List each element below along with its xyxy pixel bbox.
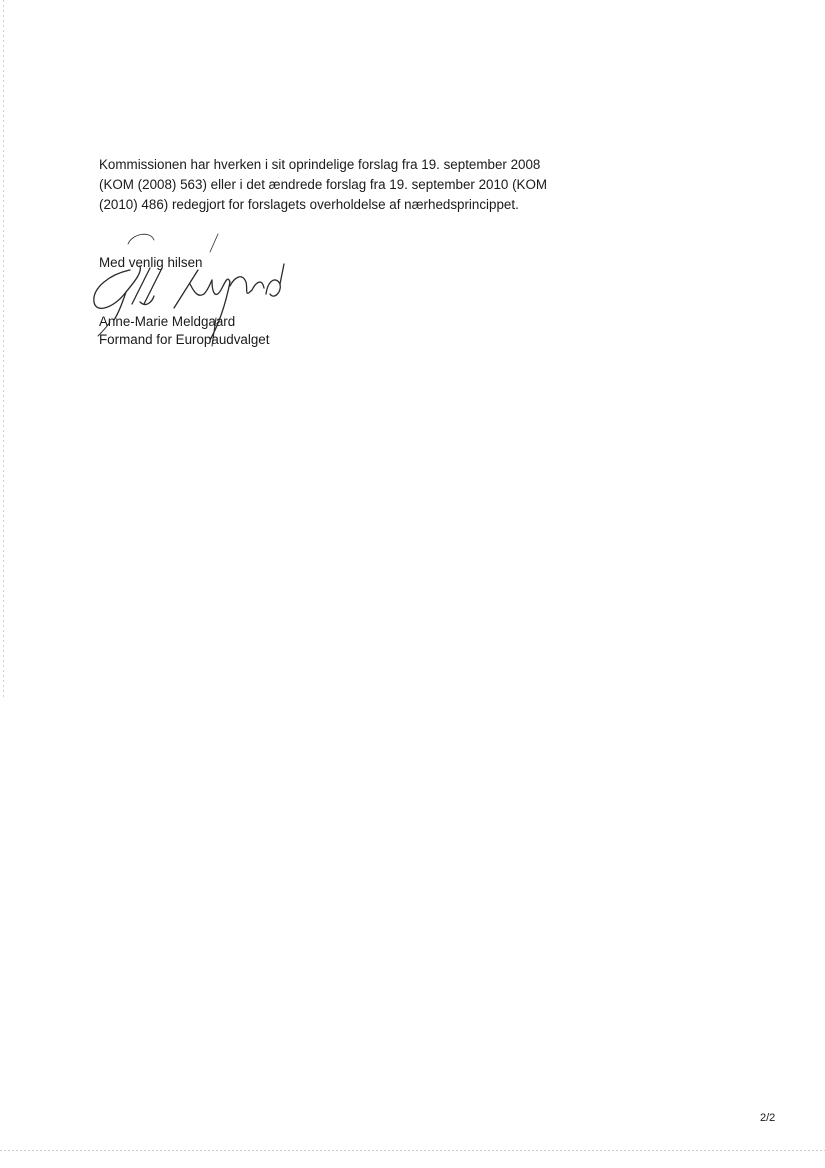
page-number: 2/2: [760, 1112, 776, 1124]
closing-salutation: Med venlig hilsen: [99, 255, 203, 270]
scan-edge-left: [3, 0, 4, 700]
letter-body-line: (KOM (2008) 563) eller i det ændrede forslag fra 19. september 2010 (KOM: [99, 177, 548, 192]
signer-name: Anne-Marie Meldgaard: [99, 314, 236, 329]
signer-title: Formand for Europaudvalget: [99, 332, 270, 347]
letter-body-paragraph: [99, 155, 569, 215]
letter-body-line: Kommissionen har hverken i sit oprindelige forslag fra 19. september 2008: [99, 157, 541, 172]
scan-edge-bottom: [0, 1150, 825, 1151]
letter-body-line: (2010) 486) redegjort for forslagets overholdelse af nærhedsprincippet.: [99, 197, 519, 212]
